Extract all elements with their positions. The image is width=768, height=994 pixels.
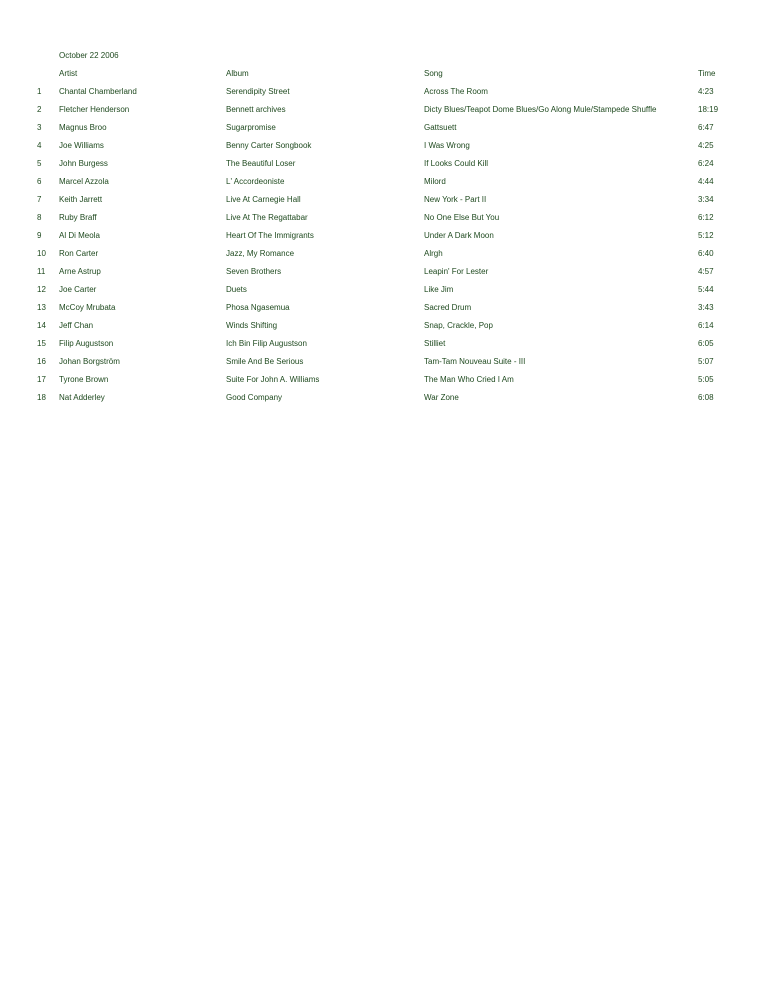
track-album: Live At The Regattabar bbox=[226, 213, 308, 222]
table-row bbox=[0, 213, 768, 227]
track-artist: McCoy Mrubata bbox=[59, 303, 116, 312]
track-time: 4:44 bbox=[698, 177, 714, 186]
track-time: 3:43 bbox=[698, 303, 714, 312]
table-row bbox=[0, 195, 768, 209]
track-time: 6:08 bbox=[698, 393, 714, 402]
track-time: 6:47 bbox=[698, 123, 714, 132]
track-number: 1 bbox=[37, 87, 42, 96]
track-album: Jazz, My Romance bbox=[226, 249, 295, 258]
track-album: Duets bbox=[226, 285, 247, 294]
track-artist: Joe Carter bbox=[59, 285, 97, 294]
track-time: 5:44 bbox=[698, 285, 714, 294]
track-song: Alrgh bbox=[424, 249, 443, 258]
track-song: Leapin' For Lester bbox=[424, 267, 489, 276]
track-time: 6:12 bbox=[698, 213, 714, 222]
track-album: Sugarpromise bbox=[226, 123, 276, 132]
track-song: No One Else But You bbox=[424, 213, 500, 222]
table-row bbox=[0, 285, 768, 299]
track-album: Benny Carter Songbook bbox=[226, 141, 312, 150]
track-time: 18:19 bbox=[698, 105, 719, 114]
track-artist: Nat Adderley bbox=[59, 393, 105, 402]
track-artist: Jeff Chan bbox=[59, 321, 94, 330]
track-artist: Joe Williams bbox=[59, 141, 104, 150]
track-song: Dicty Blues/Teapot Dome Blues/Go Along Mule/Stampede Shuffle bbox=[424, 105, 657, 114]
track-artist: Ruby Braff bbox=[59, 213, 97, 222]
track-time: 6:40 bbox=[698, 249, 714, 258]
table-header bbox=[0, 69, 768, 83]
track-number: 4 bbox=[37, 141, 42, 150]
track-number: 13 bbox=[37, 303, 46, 312]
track-song: New York - Part II bbox=[424, 195, 487, 204]
track-number: 10 bbox=[37, 249, 46, 258]
track-number: 12 bbox=[37, 285, 46, 294]
track-number: 18 bbox=[37, 393, 46, 402]
track-artist: Tyrone Brown bbox=[59, 375, 109, 384]
track-number: 14 bbox=[37, 321, 46, 330]
track-time: 5:12 bbox=[698, 231, 714, 240]
track-artist: Marcel Azzola bbox=[59, 177, 109, 186]
track-song: Sacred Drum bbox=[424, 303, 472, 312]
table-row bbox=[0, 249, 768, 263]
track-number: 15 bbox=[37, 339, 46, 348]
track-artist: John Burgess bbox=[59, 159, 108, 168]
track-artist: Keith Jarrett bbox=[59, 195, 103, 204]
table-row bbox=[0, 177, 768, 191]
track-album: Good Company bbox=[226, 393, 283, 402]
track-album: Suite For John A. Williams bbox=[226, 375, 320, 384]
track-number: 7 bbox=[37, 195, 42, 204]
track-time: 5:07 bbox=[698, 357, 714, 366]
track-song: Stilliet bbox=[424, 339, 446, 348]
table-row bbox=[0, 141, 768, 155]
track-artist: Al Di Meola bbox=[59, 231, 100, 240]
track-song: I Was Wrong bbox=[424, 141, 470, 150]
track-song: Like Jim bbox=[424, 285, 454, 294]
track-number: 5 bbox=[37, 159, 42, 168]
track-number: 16 bbox=[37, 357, 46, 366]
track-artist: Magnus Broo bbox=[59, 123, 107, 132]
track-album: Ich Bin Filip Augustson bbox=[226, 339, 307, 348]
track-time: 6:24 bbox=[698, 159, 714, 168]
track-time: 5:05 bbox=[698, 375, 714, 384]
track-time: 4:23 bbox=[698, 87, 714, 96]
track-album: Smile And Be Serious bbox=[226, 357, 304, 366]
track-artist: Filip Augustson bbox=[59, 339, 114, 348]
track-number: 11 bbox=[37, 267, 46, 276]
track-artist: Ron Carter bbox=[59, 249, 99, 258]
track-number: 6 bbox=[37, 177, 42, 186]
table-row bbox=[0, 393, 768, 407]
track-album: Heart Of The Immigrants bbox=[226, 231, 314, 240]
track-song: Milord bbox=[424, 177, 446, 186]
table-row bbox=[0, 123, 768, 137]
track-song: Tam-Tam Nouveau Suite - III bbox=[424, 357, 526, 366]
track-artist: Chantal Chamberland bbox=[59, 87, 137, 96]
table-row bbox=[0, 87, 768, 101]
table-row bbox=[0, 267, 768, 281]
table-row bbox=[0, 321, 768, 335]
track-song: Across The Room bbox=[424, 87, 488, 96]
track-artist: Arne Astrup bbox=[59, 267, 101, 276]
track-album: Serendipity Street bbox=[226, 87, 290, 96]
track-artist: Johan Borgström bbox=[59, 357, 120, 366]
track-song: Under A Dark Moon bbox=[424, 231, 494, 240]
track-song: War Zone bbox=[424, 393, 459, 402]
table-row bbox=[0, 303, 768, 317]
track-song: The Man Who Cried I Am bbox=[424, 375, 514, 384]
track-time: 4:25 bbox=[698, 141, 714, 150]
track-number: 2 bbox=[37, 105, 42, 114]
track-album: Phosa Ngasemua bbox=[226, 303, 290, 312]
table-row bbox=[0, 357, 768, 371]
track-album: Winds Shifting bbox=[226, 321, 278, 330]
track-time: 4:57 bbox=[698, 267, 714, 276]
track-album: Seven Brothers bbox=[226, 267, 282, 276]
album-column-header: Album bbox=[226, 69, 249, 78]
track-album: The Beautiful Loser bbox=[226, 159, 296, 168]
table-row bbox=[0, 231, 768, 245]
track-album: Bennett archives bbox=[226, 105, 286, 114]
artist-column-header: Artist bbox=[59, 69, 78, 78]
track-number: 9 bbox=[37, 231, 42, 240]
track-song: Snap, Crackle, Pop bbox=[424, 321, 493, 330]
song-column-header: Song bbox=[424, 69, 443, 78]
table-row bbox=[0, 159, 768, 173]
track-album: Live At Carnegie Hall bbox=[226, 195, 301, 204]
track-artist: Fletcher Henderson bbox=[59, 105, 130, 114]
track-time: 3:34 bbox=[698, 195, 714, 204]
track-number: 17 bbox=[37, 375, 46, 384]
track-number: 8 bbox=[37, 213, 42, 222]
table-row bbox=[0, 339, 768, 353]
track-album: L' Accordeoniste bbox=[226, 177, 285, 186]
track-time: 6:05 bbox=[698, 339, 714, 348]
track-song: If Looks Could Kill bbox=[424, 159, 489, 168]
time-column-header: Time bbox=[698, 69, 716, 78]
track-number: 3 bbox=[37, 123, 42, 132]
table-row bbox=[0, 105, 768, 119]
track-time: 6:14 bbox=[698, 321, 714, 330]
track-song: Gattsuett bbox=[424, 123, 457, 132]
playlist-date: October 22 2006 bbox=[59, 51, 119, 60]
table-row bbox=[0, 375, 768, 389]
